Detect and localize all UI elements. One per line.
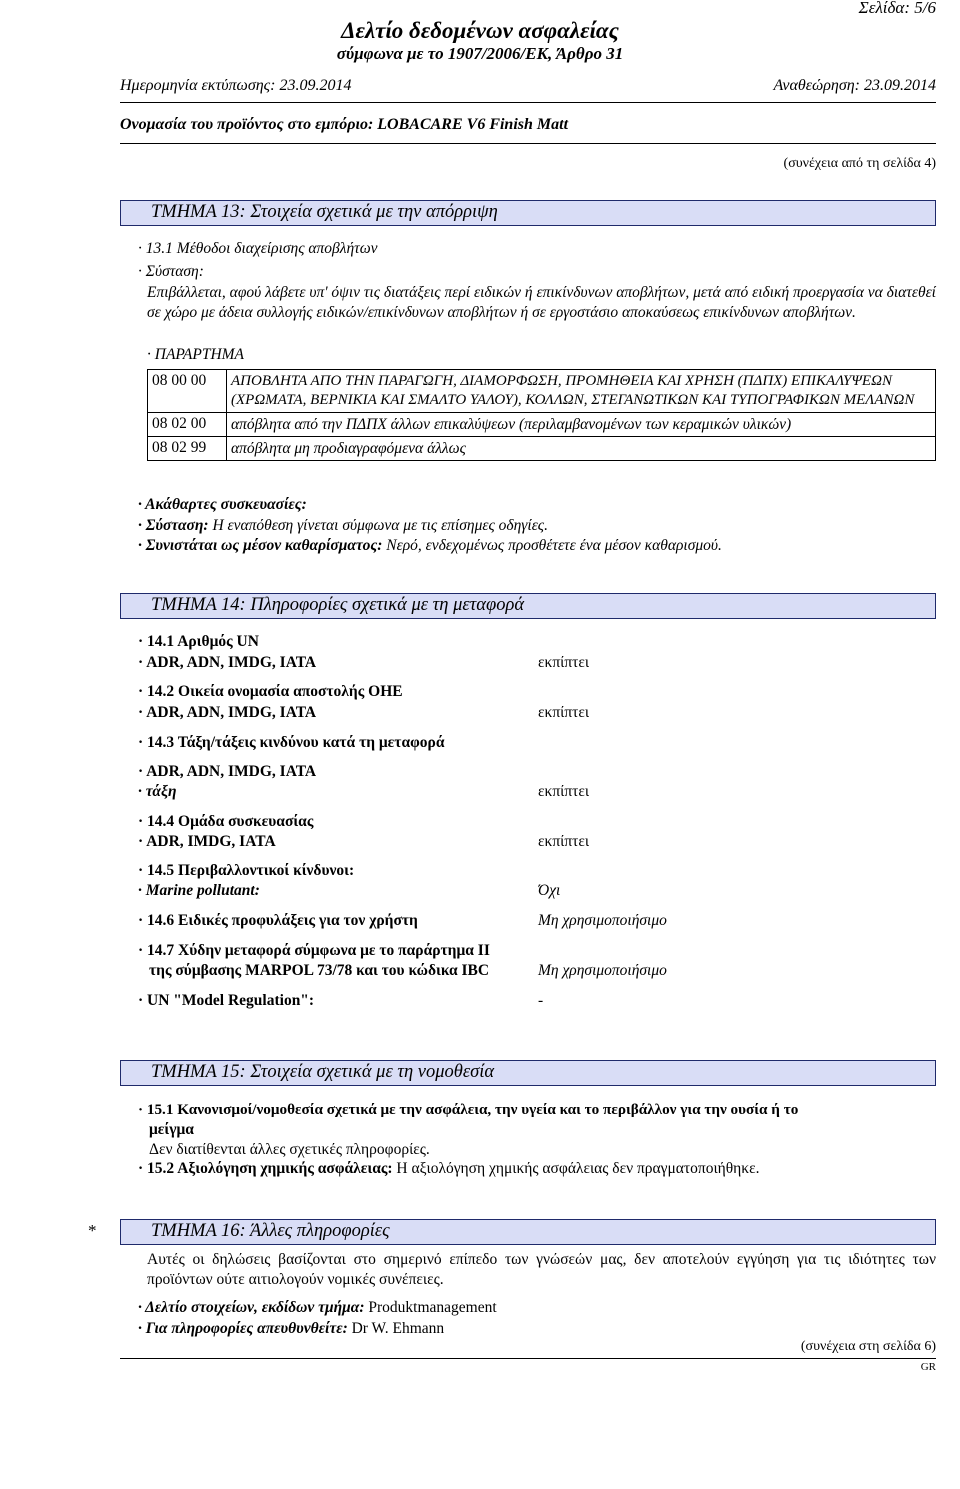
section-16-header (120, 1219, 936, 1245)
header-divider (120, 102, 936, 103)
class-label: · τάξη (138, 783, 177, 800)
recommendation-label: · Σύσταση: (138, 263, 204, 280)
document-title: Δελτίο δεδομένων ασφαλείας (341, 18, 619, 43)
cleaning-agent (138, 537, 722, 555)
table-row (148, 413, 935, 437)
print-date: Ημερομηνία εκτύπωσης: 23.09.2014 (120, 77, 352, 94)
product-divider (120, 143, 936, 144)
waste-code-table (147, 369, 936, 461)
waste-description: απόβλητα από την ΠΔΠΧ άλλων επικαλύψεων (περιλαμβανομένων των κεραμικών υλικών) (231, 416, 792, 433)
disclaimer-text: Αυτές οι δηλώσεις βασίζονται στο σημερινό επίπεδο των γνώσεών μας, δεν αποτελούν εγγύηση για τις ιδιότητες των προϊόντων ούτε αιτιολογούν νομικές συνέπειες. (147, 1251, 936, 1288)
csa-text: Η αξιολόγηση χημικής ασφάλειας δεν πραγματοποιήθηκε. (396, 1160, 760, 1177)
chemical-safety-assessment (138, 1160, 759, 1178)
footer-divider (120, 1358, 936, 1359)
csa-label: · 15.2 Αξιολόγηση χημικής ασφάλειας: (138, 1160, 393, 1177)
waste-code: 08 02 99 (148, 437, 227, 460)
contact-value: Dr W. Ehmann (351, 1320, 445, 1337)
recommendation-text: Επιβάλλεται, αφού λάβετε υπ' όψιν τις διατάξεις περί ειδικών ή επικίνδυνων αποβλήτων, μετά από ειδική προεργασία να διατεθεί σε χώρο με άδεια συλλογής ειδικών/επικίνδυνων αποβλήτων ή σε εργοστάσιο αποκαύσεως επικίνδυνων αποβλήτων. (147, 284, 936, 321)
transport-modes-4: · ADR, IMDG, IATA (138, 833, 276, 850)
user-precautions-value: Μη χρησιμοποιήσιμο (538, 912, 667, 929)
transport-modes-2: · ADR, ADN, IMDG, IATA (138, 704, 317, 721)
dirty-packaging-recommendation (138, 517, 548, 535)
regulations-heading-1: · 15.1 Κανονισμοί/νομοθεσία σχετικά με την ασφάλεια, την υγεία και το περιβάλλον για την ουσία ή το (138, 1101, 799, 1118)
shipping-name-heading: · 14.2 Οικεία ονομασία αποστολής ΟΗΕ (138, 683, 403, 700)
table-row (148, 370, 935, 413)
document-subtitle: σύμφωνα με το 1907/2006/ΕΚ, Άρθρο 31 (336, 44, 624, 63)
hazard-class-heading: · 14.3 Τάξη/τάξεις κινδύνου κατά τη μεταφορά (138, 734, 445, 751)
section-14-header (120, 593, 936, 619)
page-number: Σελίδα: 5/6 (858, 0, 936, 17)
section-15-title: ΤΜΗΜΑ 15: Στοιχεία σχετικά με τη νομοθεσία (151, 1062, 495, 1082)
un-number-heading: · 14.1 Αριθμός UN (138, 633, 259, 650)
model-regulation-label: · UN "Model Regulation": (138, 992, 315, 1009)
transport-modes-3: · ADR, ADN, IMDG, IATA (138, 763, 317, 780)
section-13-title: ΤΜΗΜΑ 13: Στοιχεία σχετικά με την απόρριψη (151, 202, 498, 222)
section-14-title: ΤΜΗΜΑ 14: Πληροφορίες σχετικά με τη μεταφορά (151, 595, 525, 615)
packing-group-value: εκπίπτει (538, 833, 590, 850)
regulations-heading-2: μείγμα (149, 1121, 194, 1138)
waste-methods-heading: · 13.1 Μέθοδοι διαχείρισης αποβλήτων (138, 240, 378, 257)
section-13-header (120, 200, 936, 226)
waste-code: 08 00 00 (148, 370, 227, 412)
section-16-title: ΤΜΗΜΑ 16: Άλλες πληροφορίες (151, 1221, 390, 1241)
dirty-packaging-heading: · Ακάθαρτες συσκευασίες: (138, 496, 307, 513)
issuing-department (138, 1299, 497, 1317)
product-name: Ονομασία του προϊόντος στο εμπόριο: LOBACARE V6 Finish Matt (120, 116, 569, 133)
bulk-transport-heading-2: της σύμβασης MARPOL 73/78 και του κώδικα IBC (149, 962, 490, 979)
dirty-rec-text: Η εναπόθεση γίνεται σύμφωνα με τις επίσημες οδηγίες. (212, 517, 548, 534)
annex-heading: · ΠΑΡΑΡΤΗΜΑ (147, 346, 245, 363)
dirty-rec-label: · Σύσταση: (138, 517, 209, 534)
shipping-name-value: εκπίπτει (538, 704, 590, 721)
marine-pollutant-label: · Marine pollutant: (138, 882, 260, 899)
revision-date: Αναθεώρηση: 23.09.2014 (773, 77, 936, 94)
bulk-transport-heading-1: · 14.7 Χύδην μεταφορά σύμφωνα με το παράρτημα II (138, 942, 490, 959)
table-row (148, 437, 935, 460)
continued-from: (συνέχεια από τη σελίδα 4) (783, 156, 936, 171)
waste-code: 08 02 00 (148, 413, 227, 436)
language-code: GR (920, 1361, 936, 1373)
continued-to: (συνέχεια στη σελίδα 6) (800, 1339, 936, 1354)
un-number-value: εκπίπτει (538, 654, 590, 671)
bulk-transport-value: Μη χρησιμοποιήσιμο (538, 962, 667, 979)
waste-description: απόβλητα μη προδιαγραφόμενα άλλως (231, 440, 466, 457)
contact-label: · Για πληροφορίες απευθυνθείτε: (138, 1320, 348, 1337)
transport-modes-1: · ADR, ADN, IMDG, IATA (138, 654, 317, 671)
section-15-header (120, 1060, 936, 1086)
cleaning-text: Νερό, ενδεχομένως προσθέτετε ένα μέσον καθαρισμού. (386, 537, 722, 554)
waste-description: ΑΠΟΒΛΗΤΑ ΑΠΟ ΤΗΝ ΠΑΡΑΓΩΓΗ, ΔΙΑΜΟΡΦΩΣΗ, ΠΡΟΜΗΘΕΙΑ ΚΑΙ ΧΡΗΣΗ (ΠΔΠΧ) ΕΠΙΚΑΛΥΨΕΩΝ (ΧΡΩΜΑΤΑ, ΒΕΡΝΙΚΙΑ ΚΑΙ ΣΜΑΛΤΟ ΥΑΛΟΥ), ΚΟΛΛΩΝ, ΣΤΕΓΑΝΩΤΙΚΩΝ ΚΑΙ ΤΥΠΟΓΡΑΦΙΚΩΝ ΜΕΛΑΝΩΝ (231, 373, 915, 408)
class-value: εκπίπτει (538, 783, 590, 800)
marine-pollutant-value: Όχι (538, 882, 561, 899)
model-regulation-value: - (538, 992, 544, 1009)
env-hazards-heading: · 14.5 Περιβαλλοντικοί κίνδυνοι: (138, 862, 355, 879)
issuer-label: · Δελτίο στοιχείων, εκδίδων τμήμα: (138, 1299, 365, 1316)
contact-info (138, 1320, 444, 1338)
revision-marker: * (88, 1221, 97, 1240)
issuer-value: Produktmanagement (368, 1299, 497, 1316)
cleaning-label: · Συνιστάται ως μέσον καθαρίσματος: (138, 537, 383, 554)
user-precautions-heading: · 14.6 Ειδικές προφυλάξεις για τον χρήστη (138, 912, 418, 929)
regulations-text: Δεν διατίθενται άλλες σχετικές πληροφορίες. (149, 1141, 430, 1158)
packing-group-heading: · 14.4 Ομάδα συσκευασίας (138, 813, 314, 830)
